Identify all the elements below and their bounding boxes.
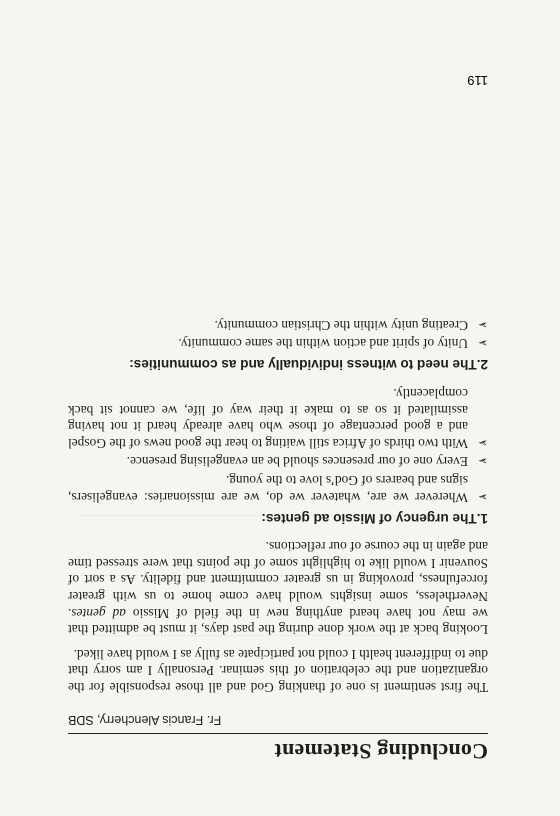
intro-paragraph-1: The first sentiment is one of thanking God and all those responsible for the organization and the celebration of this seminar. Personally I am sorry that due to indifferent health I could not participate as fully as I would have liked.: [68, 646, 488, 695]
list-item-text: Wherever we are, whatever we do, we are missionaries: evangelisers, signs and bearers of God’s love to the young.: [68, 473, 468, 505]
title-rule: [68, 733, 488, 734]
list-item-text: Every one of our presences should be an evangelising presence.: [126, 454, 468, 470]
list-item: [68, 471, 488, 504]
arrow-bullet-icon: ➢: [477, 454, 488, 469]
arrow-bullet-icon: ➢: [477, 336, 488, 351]
list-item: [68, 385, 488, 451]
page-title: Concluding Statement: [274, 739, 488, 764]
section-2-heading: 2.The need to witness individually and as communities:: [129, 357, 488, 373]
arrow-bullet-icon: ➢: [477, 435, 488, 450]
arrow-bullet-icon: ➢: [477, 317, 488, 332]
section-1-heading: 1.The urgency of Missio ad gentes:: [261, 510, 488, 526]
author-line: Fr. Francis Alencherry, SDB: [68, 713, 222, 727]
arrow-bullet-icon: ➢: [477, 489, 488, 504]
intro-paragraph-2: [68, 538, 488, 638]
section-1-list: [68, 385, 488, 505]
list-item: [68, 453, 488, 470]
page-number: 119: [467, 73, 488, 88]
page-content: [68, 310, 488, 764]
list-item-text: With two thirds of Africa still waiting to hear the good news of the Gospel and a good percentage of those who have already heard it not having assimilated it so as to make it their way of life, we cannot sit back complacently.: [68, 386, 468, 451]
list-item: [68, 335, 488, 352]
intro-p2-italic: ad gentes: [71, 605, 126, 621]
section-2-list: [68, 316, 488, 351]
intro-p2-text: Looking back at the work done during the past days, it must be admitted that we may not have heard anything new in the field of Missio: [68, 605, 488, 638]
list-item-text: Creating unity within the Christian community.: [214, 317, 468, 333]
intro-p2-text-after: . Nevertheless, some insights would have come home to us with greater forcefulness, provoking in us greater commitment and fidelity. As a sort of Souvenir I would like to highlight some of the points that were stressed time and again in the course of our reflections.: [68, 539, 488, 621]
list-item-text: Unity of spirit and action within the same community.: [178, 336, 468, 352]
list-item: [68, 316, 488, 333]
